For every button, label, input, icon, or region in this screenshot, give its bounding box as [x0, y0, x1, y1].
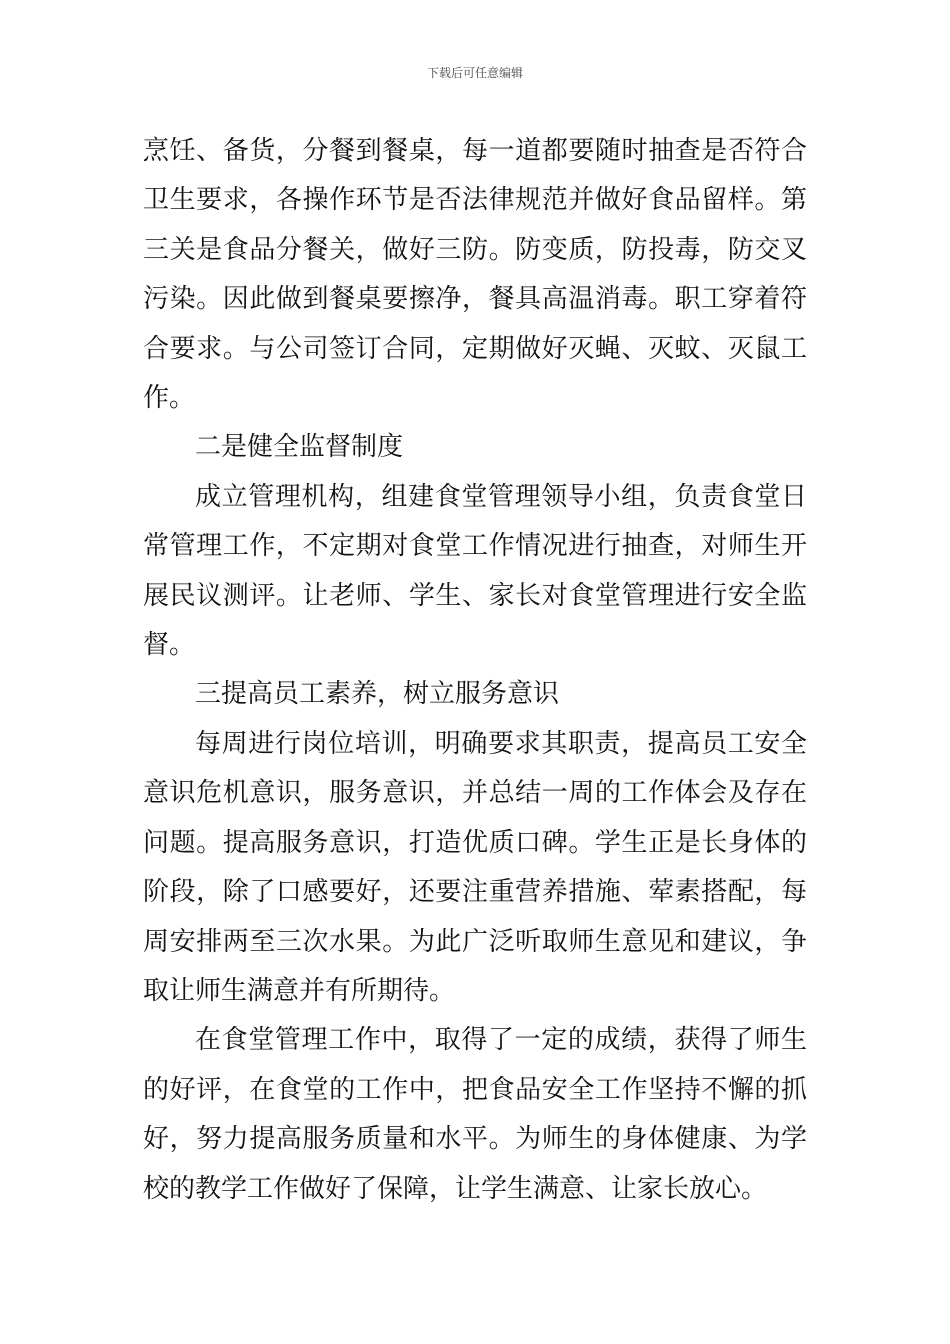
paragraph-supervision: 成立管理机构，组建食堂管理领导小组，负责食堂日常管理工作，不定期对食堂工作情况进行抽查，对师生开展民议测评。让老师、学生、家长对食堂管理进行安全监督。 — [143, 481, 807, 661]
section-heading-supervision: 二是健全监督制度 — [195, 432, 404, 463]
paragraph-conclusion: 在食堂管理工作中，取得了一定的成绩，获得了师生的好评，在食堂的工作中，把食品安全工作坚持不懈的抓好，努力提高服务质量和水平。为师生的身体健康、为学校的教学工作做好了保障，让学生满意、让家长放心。 — [143, 1025, 807, 1204]
document-body — [143, 127, 807, 1214]
paragraph-staff-training: 每周进行岗位培训，明确要求其职责，提高员工安全意识危机意识，服务意识，并总结一周的工作体会及存在问题。提高服务意识，打造优质口碑。学生正是长身体的阶段，除了口感要好，还要注重营养措施、荤素搭配，每周安排两至三次水果。为此广泛听取师生意见和建议，争取让师生满意并有所期待。 — [143, 728, 807, 1006]
section-heading-staff-quality: 三提高员工素养，树立服务意识 — [195, 679, 560, 710]
paragraph-continuation: 烹饪、备货，分餐到餐桌，每一道都要随时抽查是否符合卫生要求，各操作环节是否法律规范并做好食品留样。第三关是食品分餐关，做好三防。防变质，防投毒，防交叉污染。因此做到餐桌要擦净，餐具高温消毒。职工穿着符合要求。与公司签订合同，定期做好灭蝇、灭蚊、灭鼠工作。 — [143, 136, 807, 414]
page-header: 下载后可任意编辑 — [426, 66, 523, 80]
